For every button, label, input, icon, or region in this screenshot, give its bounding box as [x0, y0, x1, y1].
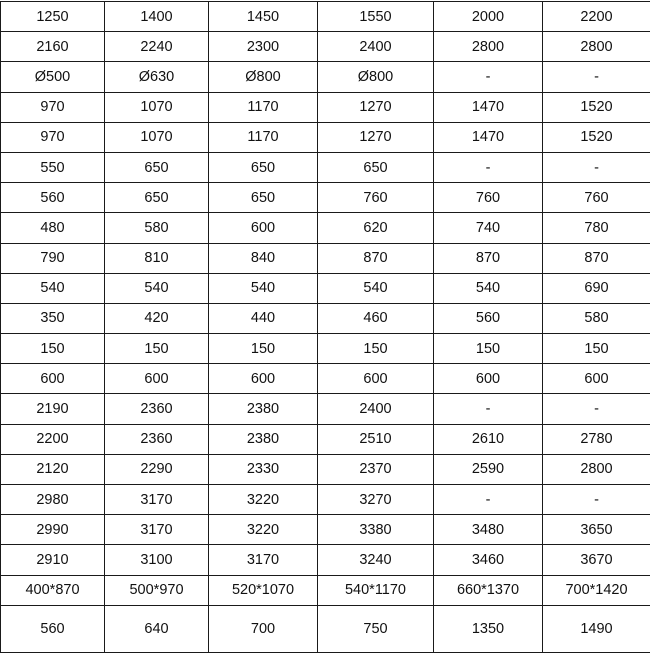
table-cell: 150: [209, 334, 318, 364]
document-page: [0, 1, 650, 651]
table-cell: 2780: [543, 424, 650, 454]
table-cell: Ø800: [209, 62, 318, 92]
table-cell: -: [543, 62, 650, 92]
table-cell: 2300: [209, 32, 318, 62]
specification-table: [0, 1, 650, 653]
table-cell: 3380: [318, 515, 434, 545]
table-cell: 1170: [209, 122, 318, 152]
table-cell: 150: [434, 334, 543, 364]
table-cell: 700*1420: [543, 575, 650, 605]
table-cell: 870: [543, 243, 650, 273]
table-cell: 2610: [434, 424, 543, 454]
table-cell: 700: [209, 605, 318, 652]
table-cell: 750: [318, 605, 434, 652]
table-cell: 2400: [318, 32, 434, 62]
table-row: [0, 183, 650, 213]
table-cell: 2190: [1, 394, 105, 424]
table-cell: 3220: [209, 515, 318, 545]
table-cell: 2380: [209, 394, 318, 424]
table-cell: 2240: [105, 32, 209, 62]
table-cell: 640: [105, 605, 209, 652]
table-cell: 560: [1, 605, 105, 652]
table-cell: 2330: [209, 454, 318, 484]
table-cell: 600: [105, 364, 209, 394]
table-row: [0, 92, 650, 122]
table-cell: 520*1070: [209, 575, 318, 605]
table-cell: 540: [318, 273, 434, 303]
table-cell: 650: [318, 152, 434, 182]
table-cell: 760: [543, 183, 650, 213]
table-cell: 650: [209, 183, 318, 213]
table-row: [0, 454, 650, 484]
table-cell: 2990: [1, 515, 105, 545]
table-cell: 2290: [105, 454, 209, 484]
table-cell: 600: [209, 364, 318, 394]
table-cell: 2980: [1, 485, 105, 515]
table-row: [0, 303, 650, 333]
table-cell: 540*1170: [318, 575, 434, 605]
table-row: [0, 334, 650, 364]
table-cell: 870: [434, 243, 543, 273]
table-cell: 600: [543, 364, 650, 394]
table-cell: 1520: [543, 122, 650, 152]
table-cell: -: [543, 394, 650, 424]
table-cell: 970: [1, 92, 105, 122]
table-cell: -: [543, 152, 650, 182]
table-cell: 780: [543, 213, 650, 243]
table-cell: 2200: [1, 424, 105, 454]
table-cell: 870: [318, 243, 434, 273]
table-cell: 3480: [434, 515, 543, 545]
table-cell: 650: [105, 183, 209, 213]
table-cell: 540: [434, 273, 543, 303]
table-cell: 3460: [434, 545, 543, 575]
table-cell: -: [434, 485, 543, 515]
table-cell: 2000: [434, 2, 543, 32]
table-cell: 970: [1, 122, 105, 152]
table-cell: 2160: [1, 32, 105, 62]
table-cell: 600: [209, 213, 318, 243]
table-cell: 1170: [209, 92, 318, 122]
table-row: [0, 485, 650, 515]
table-row: [0, 62, 650, 92]
table-row: [0, 32, 650, 62]
table-cell: 3170: [105, 485, 209, 515]
table-cell: 3100: [105, 545, 209, 575]
table-cell: 350: [1, 303, 105, 333]
table-cell: 3220: [209, 485, 318, 515]
table-cell: 2590: [434, 454, 543, 484]
table-cell: 3650: [543, 515, 650, 545]
table-cell: 2400: [318, 394, 434, 424]
table-row: [0, 243, 650, 273]
table-cell: 760: [318, 183, 434, 213]
table-cell: 3270: [318, 485, 434, 515]
table-cell: 1250: [1, 2, 105, 32]
table-cell: 3670: [543, 545, 650, 575]
table-cell: 1350: [434, 605, 543, 652]
table-row: [0, 152, 650, 182]
table-cell: 540: [105, 273, 209, 303]
table-row: [0, 575, 650, 605]
table-cell: 150: [543, 334, 650, 364]
table-cell: 690: [543, 273, 650, 303]
table-row: [0, 122, 650, 152]
table-cell: 1070: [105, 122, 209, 152]
table-body: [0, 2, 650, 653]
table-cell: 2910: [1, 545, 105, 575]
table-cell: 3240: [318, 545, 434, 575]
table-row: [0, 213, 650, 243]
table-row: [0, 394, 650, 424]
table-cell: 2360: [105, 424, 209, 454]
table-cell: 580: [105, 213, 209, 243]
table-cell: 790: [1, 243, 105, 273]
table-cell: 740: [434, 213, 543, 243]
table-cell: 580: [543, 303, 650, 333]
table-cell: 150: [318, 334, 434, 364]
table-cell: 480: [1, 213, 105, 243]
table-cell: 760: [434, 183, 543, 213]
table-cell: 3170: [209, 545, 318, 575]
table-cell: 540: [209, 273, 318, 303]
table-cell: 2800: [434, 32, 543, 62]
table-cell: 2200: [543, 2, 650, 32]
table-row: [0, 515, 650, 545]
table-cell: 840: [209, 243, 318, 273]
table-cell: 2800: [543, 32, 650, 62]
table-cell: 620: [318, 213, 434, 243]
table-cell: 650: [105, 152, 209, 182]
table-cell: 1470: [434, 92, 543, 122]
table-cell: 1520: [543, 92, 650, 122]
table-cell: 1400: [105, 2, 209, 32]
table-cell: 540: [1, 273, 105, 303]
table-cell: 560: [434, 303, 543, 333]
table-row: [0, 364, 650, 394]
table-cell: 460: [318, 303, 434, 333]
table-cell: 150: [1, 334, 105, 364]
table-cell: 2380: [209, 424, 318, 454]
table-cell: 650: [209, 152, 318, 182]
table-cell: Ø630: [105, 62, 209, 92]
table-cell: 550: [1, 152, 105, 182]
table-cell: 420: [105, 303, 209, 333]
table-cell: -: [543, 485, 650, 515]
table-cell: 1490: [543, 605, 650, 652]
table-cell: 600: [434, 364, 543, 394]
table-cell: 560: [1, 183, 105, 213]
table-cell: 1070: [105, 92, 209, 122]
table-row: [0, 424, 650, 454]
table-cell: 2510: [318, 424, 434, 454]
table-cell: -: [434, 394, 543, 424]
table-row: [0, 545, 650, 575]
table-cell: 2800: [543, 454, 650, 484]
table-cell: 2120: [1, 454, 105, 484]
table-cell: 1270: [318, 122, 434, 152]
table-cell: 2370: [318, 454, 434, 484]
table-cell: 1470: [434, 122, 543, 152]
table-cell: Ø800: [318, 62, 434, 92]
table-cell: 1550: [318, 2, 434, 32]
table-cell: -: [434, 152, 543, 182]
table-row: [0, 2, 650, 32]
table-cell: 440: [209, 303, 318, 333]
table-cell: 3170: [105, 515, 209, 545]
table-cell: Ø500: [1, 62, 105, 92]
table-cell: 600: [1, 364, 105, 394]
table-cell: 500*970: [105, 575, 209, 605]
table-cell: -: [434, 62, 543, 92]
table-cell: 660*1370: [434, 575, 543, 605]
table-cell: 400*870: [1, 575, 105, 605]
table-row: [0, 605, 650, 652]
table-cell: 2360: [105, 394, 209, 424]
table-row: [0, 273, 650, 303]
table-cell: 600: [318, 364, 434, 394]
table-cell: 1270: [318, 92, 434, 122]
table-cell: 1450: [209, 2, 318, 32]
table-cell: 810: [105, 243, 209, 273]
table-cell: 150: [105, 334, 209, 364]
